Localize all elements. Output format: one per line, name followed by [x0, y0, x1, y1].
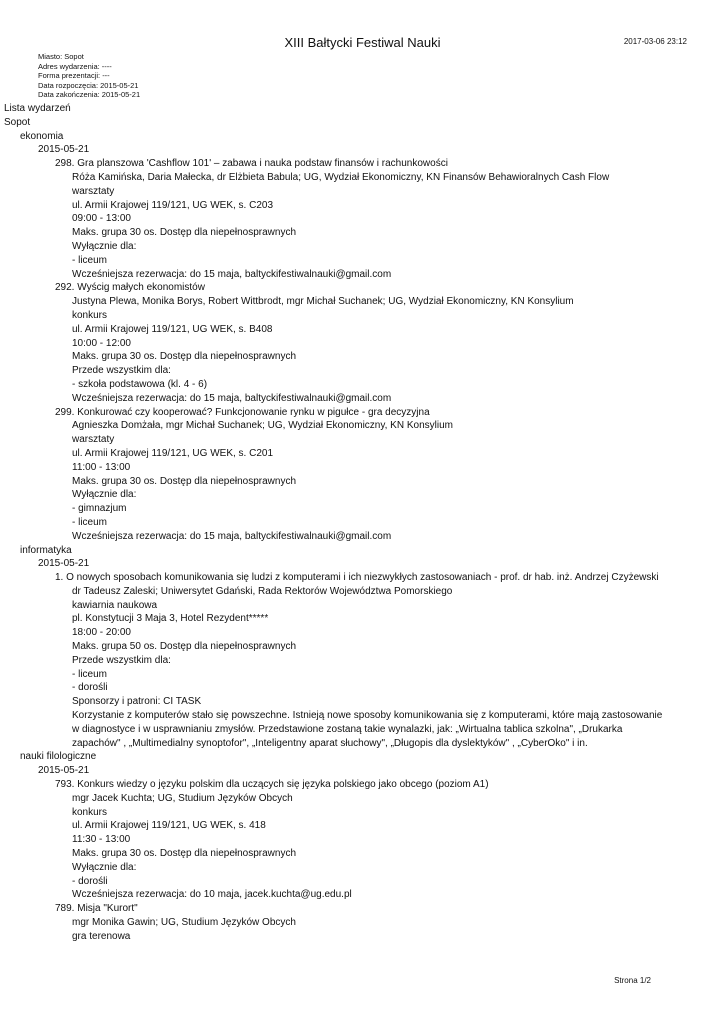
- category-heading: informatyka: [20, 544, 72, 556]
- event-place: pl. Konstytucji 3 Maja 3, Hotel Rezydent*****: [72, 613, 269, 625]
- event-audience-label: Przede wszystkim dla:: [72, 654, 171, 666]
- list-heading: Lista wydarzeń: [4, 103, 71, 114]
- event-list: [4, 102, 719, 944]
- event-audience-item: - gimnazjum: [72, 503, 127, 515]
- category-heading: nauki filologiczne: [20, 751, 97, 763]
- event-form: konkurs: [72, 309, 108, 321]
- event-time: 10:00 - 12:00: [72, 337, 131, 349]
- event-form: gra terenowa: [72, 930, 131, 942]
- event-reservation: Wcześniejsza rezerwacja: do 15 maja, baltyckifestiwalnauki@gmail.com: [72, 268, 392, 280]
- category-date: 2015-05-21: [38, 144, 90, 156]
- event-group: Maks. grupa 50 os. Dostęp dla niepełnosprawnych: [72, 641, 297, 653]
- event-audience-item: - liceum: [72, 254, 108, 266]
- event-group: Maks. grupa 30 os. Dostęp dla niepełnosprawnych: [72, 351, 297, 363]
- event-reservation: Wcześniejsza rezerwacja: do 15 maja, baltyckifestiwalnauki@gmail.com: [72, 530, 392, 542]
- event-title: 299. Konkurować czy kooperować? Funkcjonowanie rynku w pigułce - gra decyzyjna: [55, 406, 430, 418]
- meta-start-date: Data rozpoczęcia: 2015-05-21: [38, 80, 139, 90]
- event-authors: Róża Kamińska, Daria Małecka, dr Elżbieta Babula; UG, Wydział Ekonomiczny, KN Finansów Behawioralnych Cash Flow: [72, 171, 610, 183]
- category-date: 2015-05-21: [38, 765, 90, 777]
- meta-form: Forma prezentacji: ---: [38, 71, 110, 80]
- meta-address: Adres wydarzenia: ----: [38, 61, 112, 71]
- event-form: kawiarnia naukowa: [72, 599, 158, 611]
- event-group: Maks. grupa 30 os. Dostęp dla niepełnosprawnych: [72, 227, 297, 239]
- event-title: 789. Misja "Kurort": [55, 903, 138, 915]
- event-group: Maks. grupa 30 os. Dostęp dla niepełnosprawnych: [72, 848, 297, 860]
- event-audience-label: Wyłącznie dla:: [72, 240, 137, 252]
- meta-city: Miasto: Sopot: [38, 52, 84, 61]
- event-time: 09:00 - 13:00: [72, 213, 131, 225]
- event-audience-item: - liceum: [72, 516, 108, 528]
- event-time: 11:30 - 13:00: [72, 834, 131, 846]
- event-form: warsztaty: [72, 434, 115, 446]
- event-authors: Agnieszka Domżała, mgr Michał Suchanek; UG, Wydział Ekonomiczny, KN Konsylium: [72, 420, 453, 432]
- event-place: ul. Armii Krajowej 119/121, UG WEK, s. C201: [72, 447, 274, 459]
- event-form: warsztaty: [72, 185, 115, 197]
- event-title: 298. Gra planszowa 'Cashflow 101' – zabawa i nauka podstaw finansów i rachunkowości: [55, 158, 448, 170]
- event-audience-label: Przede wszystkim dla:: [72, 365, 171, 377]
- event-reservation: Wcześniejsza rezerwacja: do 15 maja, baltyckifestiwalnauki@gmail.com: [72, 392, 392, 404]
- event-sponsors: Sponsorzy i patroni: CI TASK: [72, 696, 202, 708]
- event-authors: Justyna Plewa, Monika Borys, Robert Wittbrodt, mgr Michał Suchanek; UG, Wydział Ekonomiczny, KN Konsylium: [72, 296, 574, 308]
- document-title: XIII Bałtycki Festiwal Nauki: [284, 35, 441, 50]
- category-heading: ekonomia: [20, 130, 64, 142]
- event-form: konkurs: [72, 806, 108, 818]
- event-audience-label: Wyłącznie dla:: [72, 489, 137, 501]
- event-place: ul. Armii Krajowej 119/121, UG WEK, s. B408: [72, 323, 273, 335]
- event-audience-item: - dorośli: [72, 682, 108, 694]
- print-timestamp: 2017-03-06 23:12: [623, 37, 687, 46]
- event-time: 18:00 - 20:00: [72, 627, 131, 639]
- event-title: 292. Wyścig małych ekonomistów: [55, 282, 205, 294]
- event-title: 1. O nowych sposobach komunikowania się ludzi z komputerami i ich niezwykłych zastosowaniach - prof. dr hab. inż. Andrzej Czyżewski: [55, 572, 659, 584]
- event-place: ul. Armii Krajowej 119/121, UG WEK, s. 418: [72, 820, 266, 832]
- category-date: 2015-05-21: [38, 558, 90, 570]
- event-group: Maks. grupa 30 os. Dostęp dla niepełnosprawnych: [72, 475, 297, 487]
- event-metadata: [38, 52, 140, 100]
- event-authors: dr Tadeusz Zaleski; Uniwersytet Gdański, Rada Rektorów Województwa Pomorskiego: [72, 585, 453, 597]
- event-reservation: Wcześniejsza rezerwacja: do 10 maja, jacek.kuchta@ug.edu.pl: [72, 889, 352, 901]
- city-heading: Sopot: [4, 116, 31, 128]
- event-audience-item: - dorośli: [72, 875, 108, 887]
- event-authors: mgr Monika Gawin; UG, Studium Języków Obcych: [72, 917, 296, 929]
- event-audience-item: - szkoła podstawowa (kl. 4 - 6): [72, 378, 208, 390]
- event-place: ul. Armii Krajowej 119/121, UG WEK, s. C203: [72, 199, 274, 211]
- event-time: 11:00 - 13:00: [72, 461, 131, 473]
- event-audience-label: Wyłącznie dla:: [72, 861, 137, 873]
- event-description: Korzystanie z komputerów stało się powszechne. Istnieją nowe sposoby komunikowania się z komputerami, które mają zastosowanie w diagnostyce i w usprawnianiu zmysłów. Przedstawione zostaną takie wynalazki, jak: „Wirtualna tablica szkolna", „Drukarka zapachów" , „Multimedialny synoptofor", „Inteligentny aparat słuchowy", „Długopis dla dyslektyków" , „CyberOko" i in.: [72, 710, 663, 749]
- event-authors: mgr Jacek Kuchta; UG, Studium Języków Obcych: [72, 792, 293, 804]
- meta-end-date: Data zakończenia: 2015-05-21: [38, 90, 141, 99]
- page-number: Strona 1/2: [614, 976, 651, 985]
- event-audience-item: - liceum: [72, 668, 108, 680]
- event-title: 793. Konkurs wiedzy o języku polskim dla uczących się języka polskiego jako obcego (poziom A1): [55, 779, 489, 791]
